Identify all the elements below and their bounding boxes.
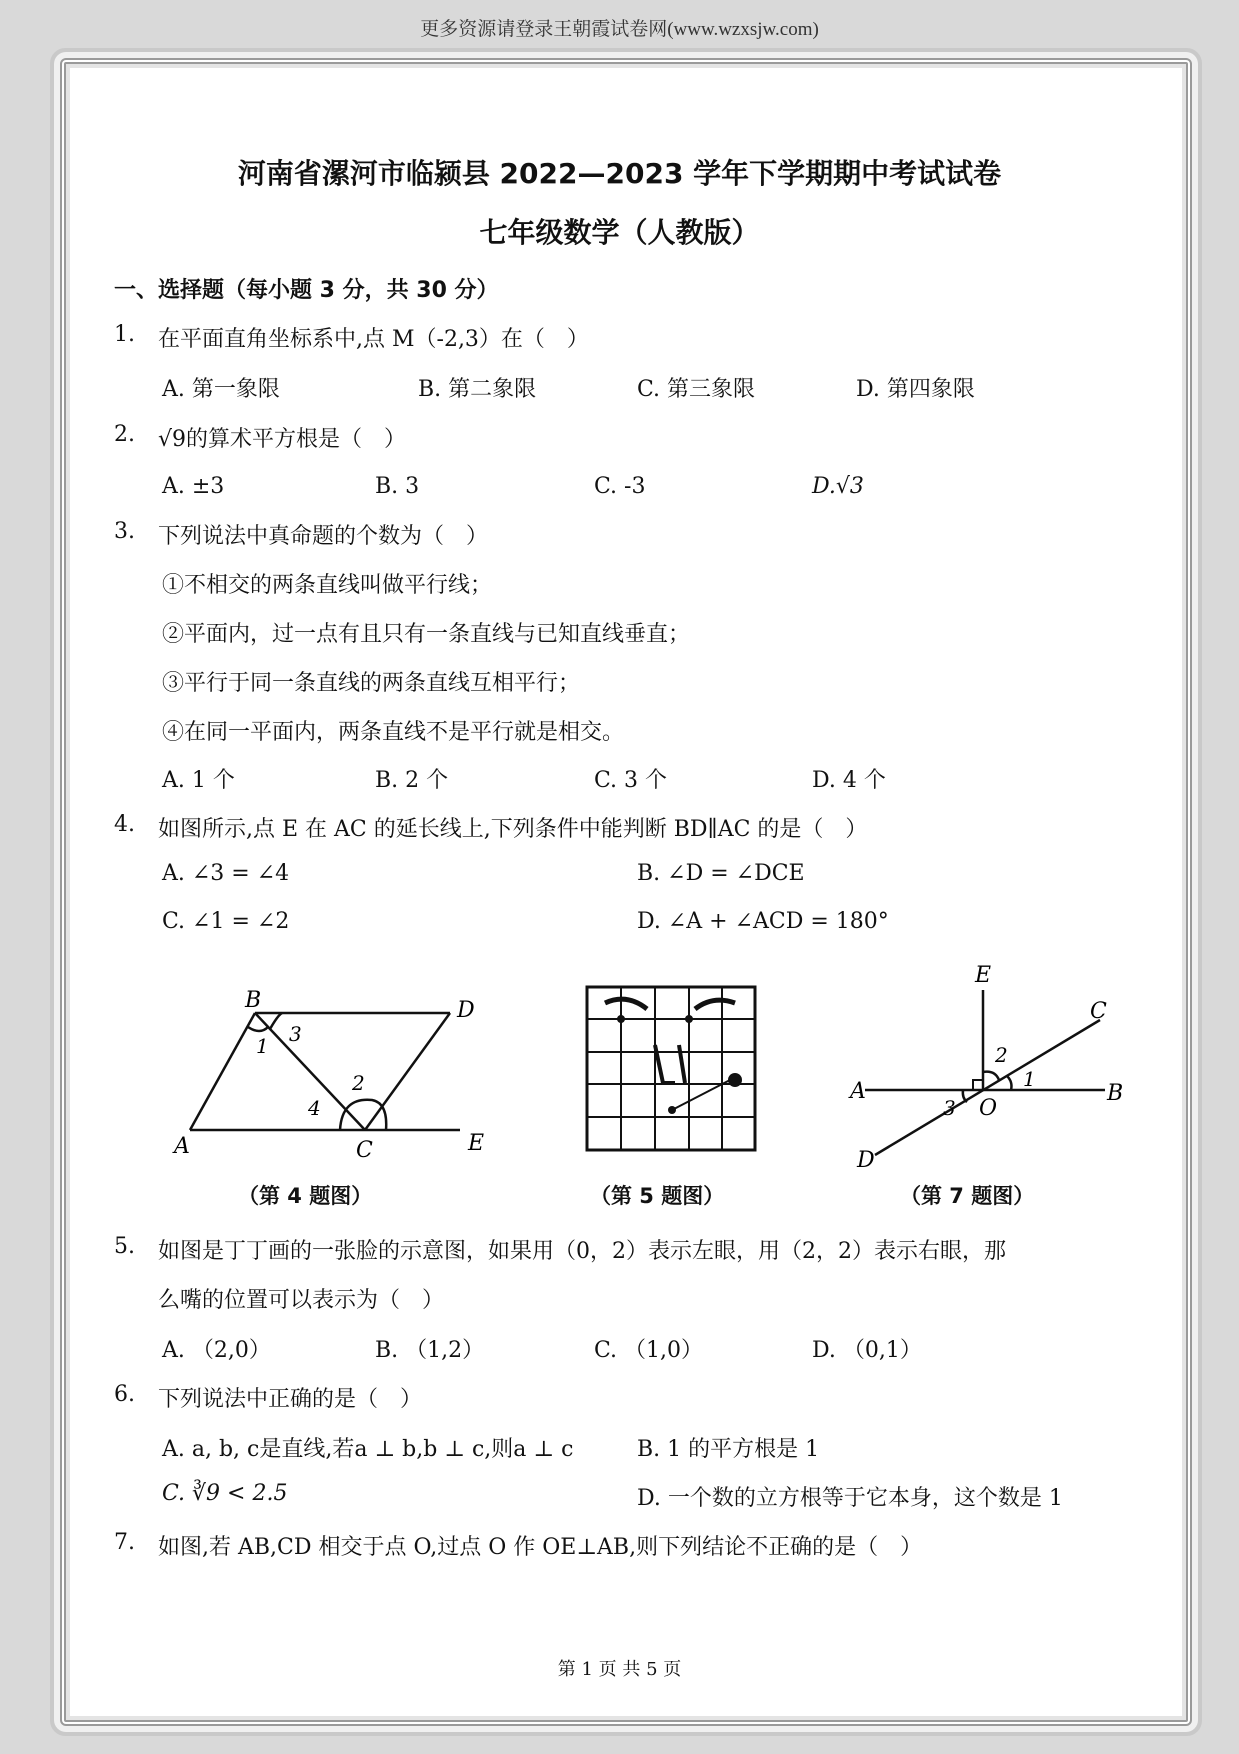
fig4-label-4: 4 [308,1096,321,1120]
fig4-label-d: D [457,998,475,1023]
fig4-segment-cd [365,1013,450,1130]
q1-number: 1. [114,322,135,347]
fig5-nose [655,1045,685,1083]
fig7-label-a: A [850,1079,866,1104]
q3-option-c: C. 3 个 [594,768,668,793]
q6-text: 下列说法中正确的是（ ） [158,1387,423,1412]
q3-statement-1: ①不相交的两条直线叫做平行线； [162,573,493,598]
q3-option-a: A. 1 个 [162,768,235,793]
q5-number: 5. [114,1234,135,1259]
q3-number: 3. [114,519,135,544]
fig5-right-eyebrow [695,1000,735,1009]
fig4-segment-ba [190,1013,255,1130]
exam-title: 河南省漯河市临颍县 2022—2023 学年下学期期中考试试卷 [237,157,1002,190]
fig7-arc-1 [1007,1076,1012,1090]
fig7-right-angle [973,1080,983,1090]
q6-option-b: B. 1 的平方根是 1 [637,1437,820,1462]
q6-option-c: C. ∛9 < 2.5 [162,1481,288,1506]
fig4-label-1: 1 [256,1034,269,1058]
q4-option-b: B. ∠D = ∠DCE [637,861,805,886]
fig7-arc-3 [963,1090,967,1102]
q3-option-b: B. 2 个 [375,768,449,793]
exam-subtitle: 七年级数学（人教版） [479,216,760,249]
fig7-label-o: O [979,1096,998,1121]
fig7-label-e: E [975,963,992,988]
figure-4-diagram [160,985,500,1160]
figure-5-face-grid [585,985,760,1155]
q6-number: 6. [114,1382,135,1407]
q3-statement-2: ②平面内，过一点有且只有一条直线与已知直线垂直； [162,622,691,647]
fig5-right-eye [685,1015,693,1023]
q1-option-b: B. 第二象限 [418,377,537,402]
q4-number: 4. [114,812,135,837]
q3-option-d: D. 4 个 [812,768,886,793]
q5-option-c: C. （1,0） [594,1338,704,1363]
fig5-left-eyebrow [605,999,647,1009]
q5-option-a: A. （2,0） [162,1338,271,1363]
header-note: 更多资源请登录王朝霞试卷网(www.wzxsjw.com) [420,19,819,40]
figure-7-diagram [845,960,1135,1170]
q5-text-continued: 么嘴的位置可以表示为（ ） [158,1288,445,1313]
fig7-label-2: 2 [995,1043,1008,1067]
q5-option-d: D. （0,1） [812,1338,922,1363]
q2-option-c: C. -3 [594,474,646,499]
q3-statement-3: ③平行于同一条直线的两条直线互相平行； [162,671,581,696]
q4-option-a: A. ∠3 = ∠4 [162,861,290,886]
fig4-arc-2-4 [340,1100,386,1130]
q1-text: 在平面直角坐标系中,点 M（-2,3）在（ ） [158,327,589,352]
fig4-label-e: E [468,1131,485,1156]
fig7-label-c: C [1090,999,1107,1024]
q2-option-b: B. 3 [375,474,420,499]
q4-text: 如图所示,点 E 在 AC 的延长线上,下列条件中能判断 BD∥AC 的是（ ） [158,817,868,842]
q6-option-a: A. a, b, c是直线,若a ⊥ b,b ⊥ c,则a ⊥ c [162,1437,574,1462]
q5-text: 如图是丁丁画的一张脸的示意图，如果用（0，2）表示左眼，用（2，2）表示右眼，那 [158,1239,1006,1264]
q2-option-d: D.√3 [812,474,864,499]
q4-option-d: D. ∠A + ∠ACD = 180° [637,909,889,934]
q1-option-d: D. 第四象限 [856,377,975,402]
fig4-arc-3 [270,1013,282,1029]
fig4-label-3: 3 [289,1022,302,1046]
fig7-label-1: 1 [1023,1067,1036,1091]
fig7-arc-2 [983,1072,999,1080]
section-heading: 一、选择题（每小题 3 分，共 30 分） [114,278,499,303]
fig4-label-c: C [356,1138,373,1160]
fig7-label-d: D [857,1148,875,1170]
figure-4-caption: （第 4 题图） [238,1184,373,1208]
figure-5-caption: （第 5 题图） [590,1184,725,1208]
fig4-label-a: A [174,1134,190,1159]
q4-option-c: C. ∠1 = ∠2 [162,909,290,934]
q1-option-c: C. 第三象限 [637,377,756,402]
fig4-arc-1 [248,1027,268,1031]
q1-option-a: A. 第一象限 [162,377,280,402]
fig7-line-cd [875,1020,1100,1155]
fig4-label-2: 2 [352,1071,365,1095]
q2-text: √9的算术平方根是（ ） [158,427,407,452]
q7-text: 如图,若 AB,CD 相交于点 O,过点 O 作 OE⊥AB,则下列结论不正确的是（ ） [158,1535,923,1560]
fig7-label-3: 3 [943,1096,956,1120]
q5-option-b: B. （1,2） [375,1338,485,1363]
fig5-left-eye [617,1015,625,1023]
q7-number: 7. [114,1530,135,1555]
fig4-label-b: B [245,988,262,1013]
q2-number: 2. [114,422,135,447]
q6-option-d: D. 一个数的立方根等于它本身，这个数是 1 [637,1486,1063,1511]
fig7-label-b: B [1107,1081,1124,1106]
q2-option-a: A. ±3 [162,474,225,499]
page-footer: 第 1 页 共 5 页 [557,1659,682,1680]
q3-statement-4: ④在同一平面内，两条直线不是平行就是相交。 [162,720,625,745]
figure-7-caption: （第 7 题图） [900,1184,1035,1208]
q3-text: 下列说法中真命题的个数为（ ） [158,524,489,549]
fig5-mouth [668,1106,676,1114]
fig5-ear [728,1073,742,1087]
